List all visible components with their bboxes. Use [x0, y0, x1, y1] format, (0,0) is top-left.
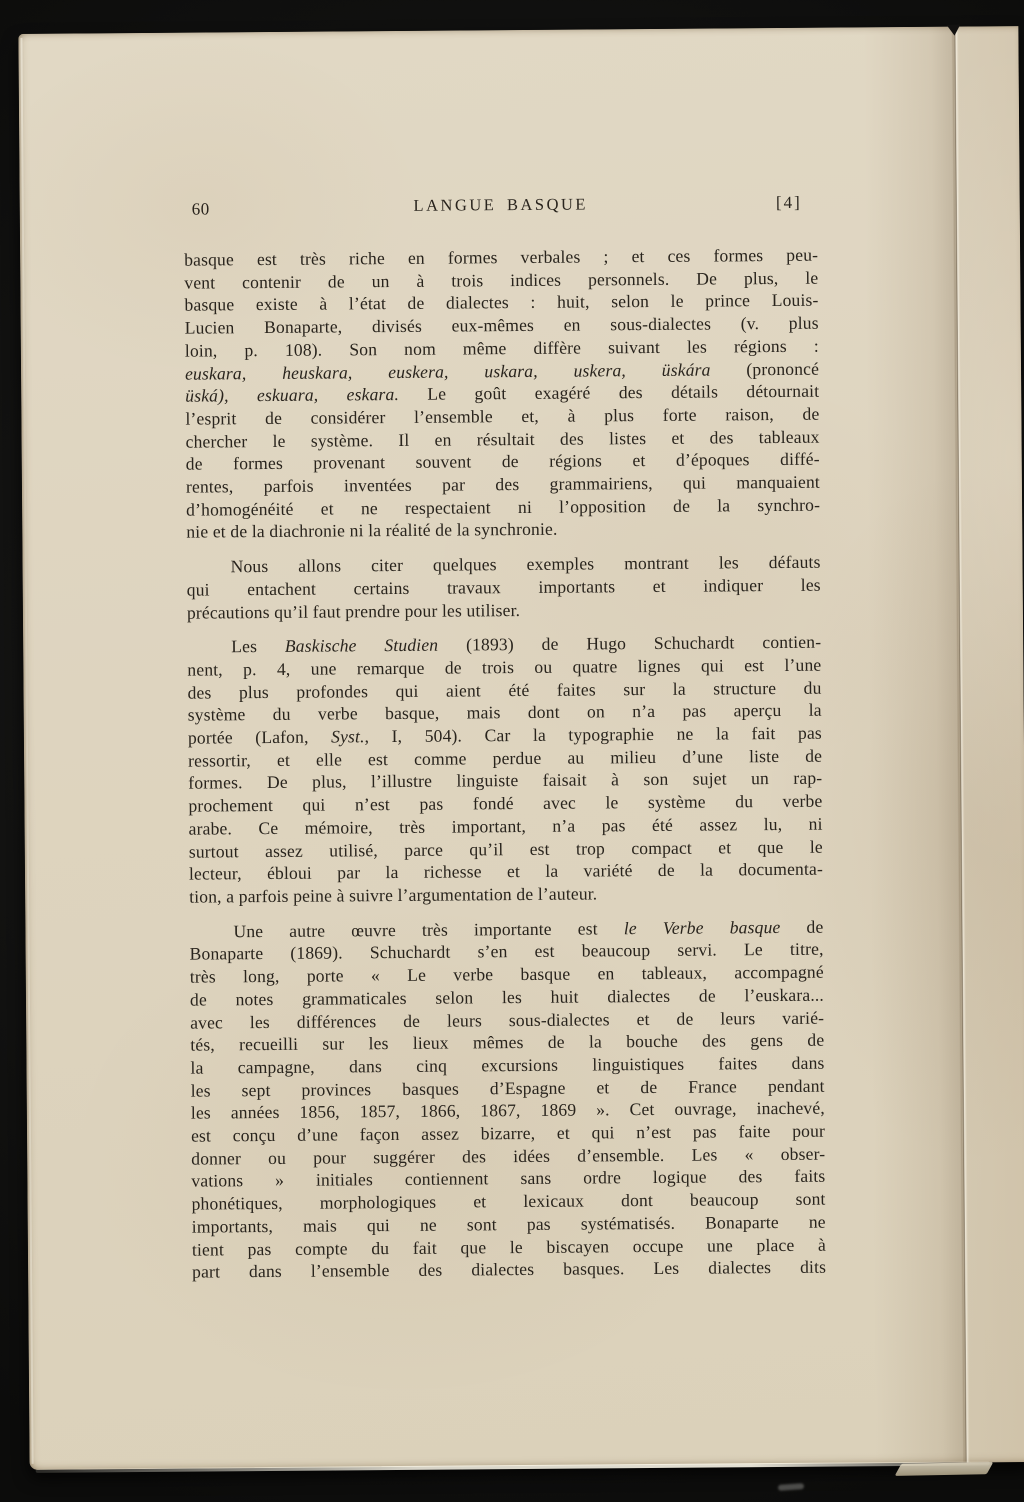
text-segment: donner ou pour suggérer des idées d’ensemble. Les « obser-: [191, 1143, 826, 1169]
text-segment: tion, a parfois peine à suivre l’argumentation de l’auteur.: [189, 883, 598, 907]
text-segment: Bonaparte (1869). Schuchardt s’en est beaucoup servi. Le titre,: [189, 939, 824, 965]
paragraph: [184, 244, 820, 544]
text-segment: basque existe à l’état de dialectes : huit, selon le prince Louis-: [184, 290, 819, 316]
text-segment: tient pas compte du fait que le biscayen occupe une place à: [191, 1234, 826, 1260]
text-segment: rentes, parfois inventées par des grammairiens, qui manquaient: [185, 471, 820, 497]
text-segment: la campagne, dans cinq excursions linguistiques faites dans: [190, 1052, 825, 1078]
text-segment: chercher le système. Il en résultait des listes et des tableaux: [185, 426, 820, 452]
text-segment: des plus profondes qui aient été faites sur la structure du: [187, 677, 822, 703]
text-segment: très long, porte « Le verbe basque en tableaux, accompagné: [189, 961, 824, 987]
text-segment: avec les différences de leurs sous-dialectes et de leurs varié-: [190, 1007, 825, 1033]
text-segment: , I, 504). Car la typographie ne la fait pas: [364, 722, 822, 747]
text-segment: part dans l’ensemble des dialectes basques. Les dialectes dits: [192, 1256, 827, 1282]
text-segment: portée (Lafon,: [187, 726, 332, 748]
text-segment: de notes grammaticales selon les huit dialectes de l’euskara...: [189, 984, 825, 1010]
adjacent-page-surface: [958, 26, 1024, 1462]
scan-artifact: [778, 1483, 804, 1491]
paragraph: [189, 915, 826, 1283]
text-segment: prochement qui n’est pas fondé avec le système du verbe: [188, 790, 823, 816]
text-line: [189, 881, 823, 909]
text-segment: loin, p. 108). Son nom même diffère suivant les régions :: [184, 335, 819, 361]
text-segment: Lucien Bonaparte, divisés eux-mêmes en sous-dialectes (v. plus: [184, 312, 819, 338]
paragraph: [186, 551, 821, 624]
text-segment: de: [780, 916, 824, 937]
section-marker: [4]: [775, 192, 802, 213]
text-segment: de formes provenant souvent de régions et d’époques diffé-: [185, 448, 820, 474]
page-stack-edge: [895, 1462, 994, 1476]
text-segment: Le goût exagéré des détails détournait: [398, 380, 820, 405]
book-page: [18, 26, 1024, 1470]
text-segment: les années 1856, 1857, 1866, 1867, 1869 ». Cet ouvrage, inachevé,: [190, 1097, 825, 1123]
text-segment: nent, p. 4, une remarque de trois ou quatre lignes qui est l’une: [187, 654, 822, 680]
text-segment: ressortir, et elle est comme perdue au milieu d’une liste de: [188, 745, 823, 771]
text-segment: (prononcé: [710, 358, 820, 380]
text-segment: d’homogénéité et ne respectaient ni l’opposition de la synchro-: [186, 494, 821, 520]
text-segment: est conçu d’une façon assez bizarre, et qui n’est pas faite pour: [190, 1120, 826, 1146]
text-segment: arabe. Ce mémoire, très important, n’a pas été assez lu, ni: [188, 813, 823, 839]
text-line: [192, 1256, 826, 1284]
text-segment: Nous allons citer quelques exemples montrant les défauts: [230, 551, 821, 577]
printed-content: [182, 28, 827, 1282]
text-segment: Une autre œuvre très importante est: [233, 917, 624, 941]
italic-text: Baskische Studien: [284, 634, 439, 657]
text-segment: phonétiques, morphologiques et lexicaux dont beaucoup sont: [191, 1188, 826, 1214]
paragraph: [187, 631, 823, 908]
body-text: [184, 244, 826, 1284]
gutter-shadow: [863, 27, 964, 1464]
text-segment: lecteur, ébloui par la richesse et la variété de la documenta-: [188, 858, 824, 884]
text-segment: les sept provinces basques d’Espagne et de France pendant: [190, 1075, 825, 1101]
text-segment: qui entachent certains travaux importants et indiquer les: [186, 574, 821, 600]
text-segment: importants, mais qui ne sont pas systématisés. Bonaparte ne: [191, 1211, 826, 1237]
italic-text: euskara, heuskara, euskera, uskara, uskera, üskára: [184, 359, 711, 384]
running-title: LANGUE BASQUE: [413, 194, 589, 215]
text-segment: précautions qu’il faut prendre pour les utiliser.: [186, 599, 521, 623]
italic-text: Syst.: [330, 726, 365, 747]
text-segment: système du verbe basque, mais dont on n’a pas aperçu la: [187, 700, 822, 725]
text-segment: formes. De plus, l’illustre linguiste faisait à son sujet un rap-: [188, 768, 823, 794]
text-segment: vent contenir de un à trois indices personnels. De plus, le: [184, 267, 819, 293]
text-line: [187, 596, 821, 624]
italic-text: le Verbe basque: [623, 916, 781, 938]
text-segment: nie et de la diachronie ni la réalité de la synchronie.: [186, 519, 558, 543]
text-segment: l’esprit de considérer l’ensemble et, à plus forte raison, de: [185, 403, 820, 429]
text-segment: tés, recueilli sur les lieux mêmes de la bouche des gens de: [190, 1029, 825, 1055]
italic-text: üská), eskuara, eskara.: [185, 384, 400, 406]
text-segment: surtout assez utilisé, parce qu’il est trop compact et que le: [188, 836, 823, 862]
page-number: 60: [191, 199, 210, 219]
text-segment: vations » initiales contiennent sans ordre logique des faits: [191, 1166, 826, 1192]
text-line: [186, 516, 820, 544]
running-header: [184, 193, 818, 224]
text-segment: basque est très riche en formes verbales ; et ces formes peu-: [184, 244, 819, 270]
text-segment: (1893) de Hugo Schuchardt contien-: [438, 631, 822, 655]
text-segment: Les: [231, 636, 285, 657]
